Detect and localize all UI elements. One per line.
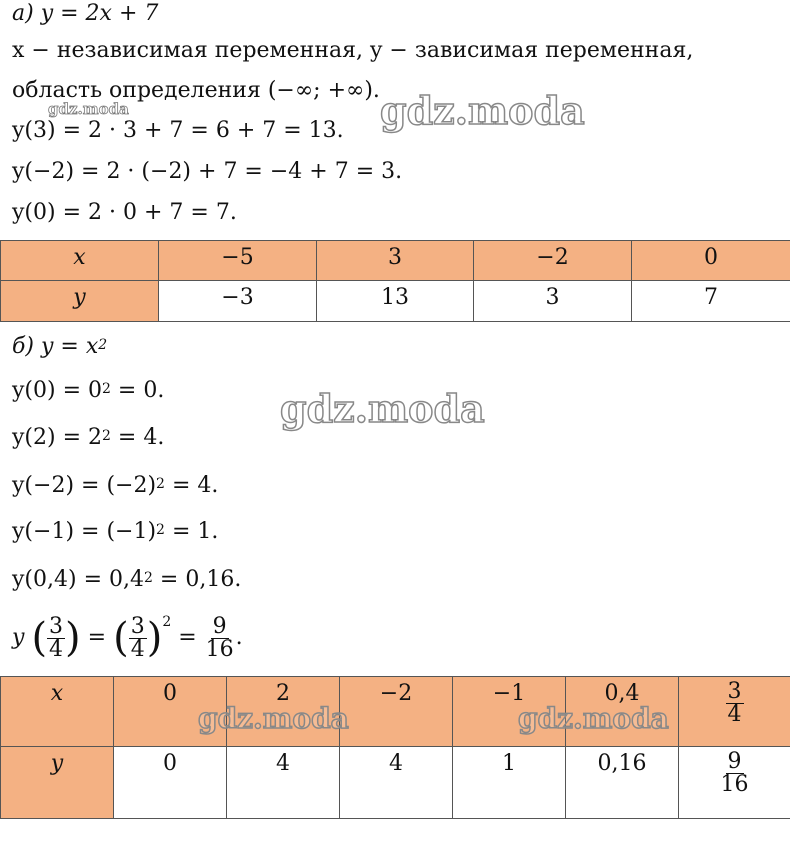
table-cell: 0 (114, 747, 227, 819)
part-b-calc-line: $y(-1) = (-1)^2 = 1$. (12, 519, 219, 544)
part-a-calc-y-minus2: y(−2) = 2 · (−2) + 7 = −4 + 7 = 3. (12, 159, 403, 184)
part-b-heading: б) $y = x^2$ (12, 334, 108, 359)
watermark: gdz.moda (48, 100, 129, 118)
table-y-label: y (1, 281, 159, 322)
table-cell: −5 (159, 241, 317, 281)
table-cell: 2 (227, 677, 340, 747)
part-b-calc-line: $y(0) = 0^2 = 0$. (12, 378, 165, 403)
part-b-fraction-line: y ( $\frac{3}{4}$ ) = ( $\frac{3}{4}$ )$^2$ = $\frac{9}{16}$ . (12, 613, 243, 662)
watermark: gdz.moda (380, 88, 585, 133)
table-cell-fraction: $\frac{9}{16}$ (679, 747, 790, 819)
part-b-calc-line: $y(-2) = (-2)^2 = 4$. (12, 473, 219, 498)
table-cell: 4 (340, 747, 453, 819)
table-cell: 0,4 (566, 677, 679, 747)
table-cell-fraction: $\frac{3}{4}$ (679, 677, 790, 747)
part-b-calc-line: $y(2) = 2^2 = 4$. (12, 425, 165, 450)
part-a-calc-y3: y(3) = 2 · 3 + 7 = 6 + 7 = 13. (12, 118, 344, 143)
part-b-table (0, 676, 790, 819)
part-a-table-y-row (1, 281, 790, 322)
table-y-label: y (1, 747, 114, 819)
part-a-heading: а) y = 2x + 7 (12, 1, 159, 26)
part-a-variables-text: x − независимая переменная, y − зависимая переменная, (12, 38, 694, 63)
table-cell: −2 (340, 677, 453, 747)
part-b-table-y-row (1, 747, 790, 819)
part-a-table (0, 240, 790, 322)
table-cell: −3 (159, 281, 317, 322)
table-cell: 3 (317, 241, 474, 281)
fraction: $\frac{3}{4}$ (49, 613, 64, 662)
table-cell: 13 (317, 281, 474, 322)
table-cell: 1 (453, 747, 566, 819)
table-cell: 0 (114, 677, 227, 747)
table-cell: 7 (632, 281, 790, 322)
table-cell: 0,16 (566, 747, 679, 819)
table-cell: 4 (227, 747, 340, 819)
fraction: $\frac{9}{16}$ (205, 613, 234, 662)
table-cell: −2 (474, 241, 632, 281)
part-a-table-x-row (1, 241, 790, 281)
table-x-label: x (1, 677, 114, 747)
watermark: gdz.moda (518, 702, 669, 735)
watermark: gdz.moda (198, 702, 349, 735)
table-cell: 0 (632, 241, 790, 281)
part-a-calc-y0: y(0) = 2 · 0 + 7 = 7. (12, 200, 237, 225)
part-b-calc-line: $y(0,4) = 0,4^2 = 0,16$. (12, 567, 242, 592)
part-a-domain-text: область определения (−∞; +∞). (12, 78, 380, 103)
table-cell: 3 (474, 281, 632, 322)
table-cell: −1 (453, 677, 566, 747)
part-b-table-x-row (1, 677, 790, 747)
fraction: $\frac{3}{4}$ (130, 613, 145, 662)
watermark: gdz.moda (280, 386, 485, 431)
table-x-label: x (1, 241, 159, 281)
